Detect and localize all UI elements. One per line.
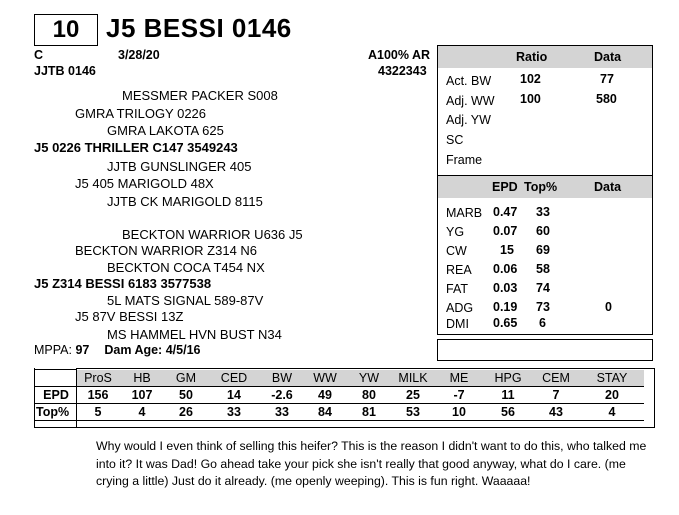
perf-label: Adj. YW	[446, 113, 491, 127]
perf-label: Frame	[446, 153, 483, 167]
epd-value: 25	[406, 388, 420, 402]
trait-header: ProS	[84, 370, 112, 385]
top-percent-value: 26	[179, 405, 193, 419]
performance-panel	[437, 45, 653, 177]
perf-data: 580	[596, 92, 617, 106]
perf-data: 77	[600, 72, 614, 86]
top-percent-value: 81	[362, 405, 376, 419]
carcass-data: 0	[605, 300, 612, 314]
pedigree-sire-dam: J5 405 MARIGOLD 48X	[75, 176, 214, 191]
lot-number-box	[34, 14, 98, 46]
trait-header: BW	[271, 370, 293, 385]
mppa-line	[34, 343, 200, 357]
epd-value: 14	[227, 388, 241, 402]
perf-ratio: 100	[520, 92, 541, 106]
carcass-label: ADG	[446, 301, 474, 315]
top-percent-row-label: Top%	[34, 404, 76, 421]
epd-value: 107	[131, 388, 153, 402]
carcass-top: 73	[536, 300, 550, 314]
pedigree-dam-dam-dam: MS HAMMEL HVN BUST N34	[107, 327, 282, 342]
performance-header	[438, 46, 652, 68]
top-percent-value: 33	[275, 405, 289, 419]
top-percent-value: 84	[318, 405, 332, 419]
epd-value: 7	[552, 388, 560, 402]
pedigree-sire-sire-sire: MESSMER PACKER S008	[122, 88, 278, 103]
pedigree-sire: J5 0226 THRILLER C147 3549243	[34, 140, 238, 155]
data-column-header: Data	[594, 50, 622, 64]
top-percent-value: 4	[608, 405, 616, 419]
carcass-top: 58	[536, 262, 550, 276]
trait-header: HPG	[494, 370, 522, 385]
birth-date: 3/28/20	[118, 48, 160, 62]
pedigree-sire-sire-dam: GMRA LAKOTA 625	[107, 123, 224, 138]
carcass-label: DMI	[446, 317, 469, 331]
trait-header: STAY	[596, 370, 628, 385]
pedigree-sire-dam-sire: JJTB GUNSLINGER 405	[107, 159, 252, 174]
carcass-label: YG	[446, 225, 465, 239]
trait-header: HB	[133, 370, 151, 385]
data-column-header: Data	[594, 180, 622, 194]
carcass-label: FAT	[446, 282, 468, 296]
registry-percentage: A100% AR	[368, 48, 431, 62]
top-percent-column-header: Top%	[524, 180, 558, 194]
trait-header: ME	[449, 370, 469, 385]
epd-table	[34, 369, 644, 421]
carcass-label: MARB	[446, 206, 483, 220]
top-percent-value: 43	[549, 405, 563, 419]
epd-row-label: EPD	[34, 387, 76, 404]
carcass-top: 74	[536, 281, 550, 295]
pedigree-sire-dam-dam: JJTB CK MARIGOLD 8115	[107, 194, 263, 209]
top-percent-value: 56	[501, 405, 515, 419]
mppa-label: MPPA:	[34, 343, 72, 357]
epd-table-header-row	[34, 370, 644, 387]
lot-number: 10	[52, 16, 80, 43]
pedigree-dam-sire-sire: BECKTON WARRIOR U636 J5	[122, 227, 303, 242]
epd-value: 156	[87, 388, 109, 402]
epd-value: 20	[605, 388, 619, 402]
trait-header: YW	[358, 370, 380, 385]
top-percent-row	[34, 404, 644, 421]
perf-label: SC	[446, 133, 464, 147]
trait-header: WW	[313, 370, 337, 385]
carcass-top: 60	[536, 224, 550, 238]
epd-value: -2.6	[271, 388, 293, 402]
pedigree-dam-dam: J5 87V BESSI 13Z	[75, 309, 184, 324]
epd-table-divider	[76, 368, 77, 427]
carcass-epd: 0.03	[493, 281, 518, 295]
epd-row	[34, 387, 644, 404]
consignor-note: Why would I even think of selling this heifer? This is the reason I didn't want to do this, who talked me into it? It was Dad! Go ahead take your pick she isn't really that good anyway, what do I care. (me crying a little) Just do it already. (me openly weeping). This is fun right. Waaaaa!	[96, 439, 647, 488]
epd-value: 49	[318, 388, 332, 402]
animal-name: J5 BESSI 0146	[106, 13, 292, 43]
carcass-epd: 0.47	[493, 205, 518, 219]
blank-panel	[437, 339, 653, 361]
tattoo: JJTB 0146	[34, 64, 96, 78]
perf-label: Adj. WW	[446, 94, 495, 108]
carcass-header	[438, 176, 652, 198]
carcass-epd: 0.06	[493, 262, 518, 276]
pedigree-sire-sire: GMRA TRILOGY 0226	[75, 106, 207, 121]
trait-header: GM	[175, 370, 197, 385]
sex-code: C	[34, 48, 44, 62]
trait-header: CEM	[542, 370, 570, 385]
carcass-epd: 15	[500, 243, 514, 257]
epd-table-top-line	[76, 368, 655, 369]
epd-value: 50	[179, 388, 193, 402]
top-percent-value: 33	[227, 405, 241, 419]
top-percent-value: 53	[406, 405, 420, 419]
pedigree-dam-sire-dam: BECKTON COCA T454 NX	[107, 260, 265, 275]
dam-age-value: 4/5/16	[165, 343, 201, 357]
pedigree-dam-dam-sire: 5L MATS SIGNAL 589-87V	[107, 293, 264, 308]
carcass-top: 33	[536, 205, 550, 219]
top-percent-value: 5	[94, 405, 102, 419]
carcass-epd-panel	[437, 175, 653, 335]
mppa-value: 97	[75, 343, 90, 357]
carcass-epd: 0.65	[493, 316, 518, 330]
trait-header: MILK	[398, 370, 428, 385]
carcass-top: 69	[536, 243, 550, 257]
epd-column-header: EPD	[492, 180, 518, 194]
perf-label: Act. BW	[446, 74, 492, 88]
epd-table-corner	[34, 370, 76, 387]
carcass-epd: 0.07	[493, 224, 518, 238]
carcass-epd: 0.19	[493, 300, 518, 314]
perf-ratio: 102	[520, 72, 541, 86]
dam-age-label: Dam Age:	[104, 343, 163, 357]
epd-value: 80	[362, 388, 376, 402]
carcass-top: 6	[539, 316, 546, 330]
carcass-label: REA	[446, 263, 472, 277]
ratio-column-header: Ratio	[516, 50, 548, 64]
carcass-label: CW	[446, 244, 467, 258]
top-percent-value: 10	[452, 405, 466, 419]
pedigree-dam-sire: BECKTON WARRIOR Z314 N6	[75, 243, 258, 258]
top-percent-value: 4	[138, 405, 146, 419]
epd-value: -7	[453, 388, 465, 402]
registration-number: 4322343	[378, 64, 427, 78]
epd-value: 11	[501, 388, 515, 402]
pedigree-dam: J5 Z314 BESSI 6183 3577538	[34, 276, 212, 291]
trait-header: CED	[220, 370, 248, 385]
